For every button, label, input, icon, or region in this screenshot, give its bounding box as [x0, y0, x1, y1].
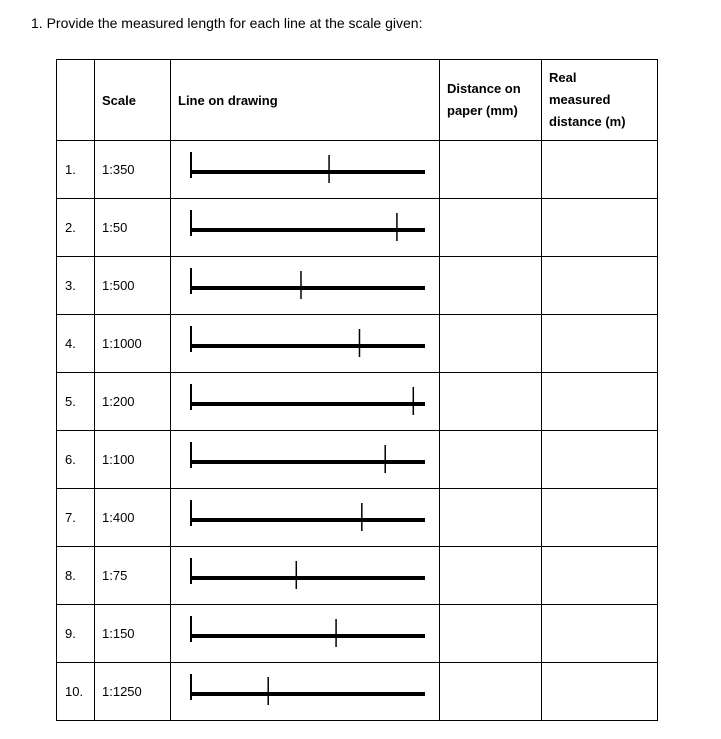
- line-on-drawing-cell: [171, 315, 440, 373]
- distance-on-paper-answer-cell[interactable]: [440, 663, 542, 721]
- row-scale: 1:350: [95, 141, 171, 199]
- distance-on-paper-answer-cell[interactable]: [440, 257, 542, 315]
- measured-line-drawing: [171, 489, 439, 546]
- measured-line-drawing: [171, 663, 439, 720]
- measured-line-drawing: [171, 605, 439, 662]
- line-on-drawing-cell: [171, 663, 440, 721]
- line-on-drawing-cell: [171, 257, 440, 315]
- header-number: [57, 60, 95, 141]
- distance-on-paper-answer-cell[interactable]: [440, 605, 542, 663]
- row-scale: 1:1250: [95, 663, 171, 721]
- measured-line-drawing: [171, 141, 439, 198]
- header-real-line1: Real: [549, 70, 577, 85]
- row-scale: 1:75: [95, 547, 171, 605]
- line-on-drawing-cell: [171, 605, 440, 663]
- distance-on-paper-answer-cell[interactable]: [440, 315, 542, 373]
- table-row: [57, 257, 658, 315]
- distance-on-paper-answer-cell[interactable]: [440, 431, 542, 489]
- scale-worksheet-table: [56, 59, 658, 721]
- header-row: [57, 60, 658, 141]
- header-distance-line2: paper (mm): [447, 103, 518, 118]
- row-number: 6.: [57, 431, 95, 489]
- line-on-drawing-cell: [171, 431, 440, 489]
- row-scale: 1:500: [95, 257, 171, 315]
- table-row: [57, 489, 658, 547]
- line-on-drawing-cell: [171, 547, 440, 605]
- line-on-drawing-cell: [171, 199, 440, 257]
- row-scale: 1:100: [95, 431, 171, 489]
- measured-line-drawing: [171, 199, 439, 256]
- line-on-drawing-cell: [171, 489, 440, 547]
- real-distance-answer-cell[interactable]: [542, 547, 658, 605]
- row-number: 5.: [57, 373, 95, 431]
- header-distance-line1: Distance on: [447, 81, 521, 96]
- row-scale: 1:200: [95, 373, 171, 431]
- real-distance-answer-cell[interactable]: [542, 489, 658, 547]
- row-number: 2.: [57, 199, 95, 257]
- table-row: [57, 605, 658, 663]
- measured-line-drawing: [171, 373, 439, 430]
- distance-on-paper-answer-cell[interactable]: [440, 199, 542, 257]
- table-row: [57, 431, 658, 489]
- distance-on-paper-answer-cell[interactable]: [440, 489, 542, 547]
- table-row: [57, 141, 658, 199]
- row-number: 10.: [57, 663, 95, 721]
- real-distance-answer-cell[interactable]: [542, 315, 658, 373]
- header-real-line2: measured: [549, 92, 611, 107]
- measured-line-drawing: [171, 431, 439, 488]
- real-distance-answer-cell[interactable]: [542, 431, 658, 489]
- row-number: 1.: [57, 141, 95, 199]
- table-row: [57, 199, 658, 257]
- table-row: [57, 373, 658, 431]
- row-scale: 1:50: [95, 199, 171, 257]
- real-distance-answer-cell[interactable]: [542, 141, 658, 199]
- header-real-line3: distance (m): [549, 114, 626, 129]
- header-line-on-drawing: Line on drawing: [171, 60, 440, 141]
- table-row: [57, 315, 658, 373]
- header-distance-on-paper: [440, 60, 542, 141]
- real-distance-answer-cell[interactable]: [542, 257, 658, 315]
- real-distance-answer-cell[interactable]: [542, 199, 658, 257]
- table-row: [57, 547, 658, 605]
- row-scale: 1:400: [95, 489, 171, 547]
- row-number: 7.: [57, 489, 95, 547]
- distance-on-paper-answer-cell[interactable]: [440, 373, 542, 431]
- row-number: 4.: [57, 315, 95, 373]
- row-number: 8.: [57, 547, 95, 605]
- question-instruction: 1. Provide the measured length for each line at the scale given:: [31, 15, 423, 31]
- line-on-drawing-cell: [171, 141, 440, 199]
- line-on-drawing-cell: [171, 373, 440, 431]
- measured-line-drawing: [171, 315, 439, 372]
- row-scale: 1:150: [95, 605, 171, 663]
- measured-line-drawing: [171, 547, 439, 604]
- distance-on-paper-answer-cell[interactable]: [440, 547, 542, 605]
- header-scale: Scale: [95, 60, 171, 141]
- real-distance-answer-cell[interactable]: [542, 605, 658, 663]
- row-scale: 1:1000: [95, 315, 171, 373]
- distance-on-paper-answer-cell[interactable]: [440, 141, 542, 199]
- real-distance-answer-cell[interactable]: [542, 373, 658, 431]
- row-number: 3.: [57, 257, 95, 315]
- header-real-distance: [542, 60, 658, 141]
- real-distance-answer-cell[interactable]: [542, 663, 658, 721]
- row-number: 9.: [57, 605, 95, 663]
- table-row: [57, 663, 658, 721]
- measured-line-drawing: [171, 257, 439, 314]
